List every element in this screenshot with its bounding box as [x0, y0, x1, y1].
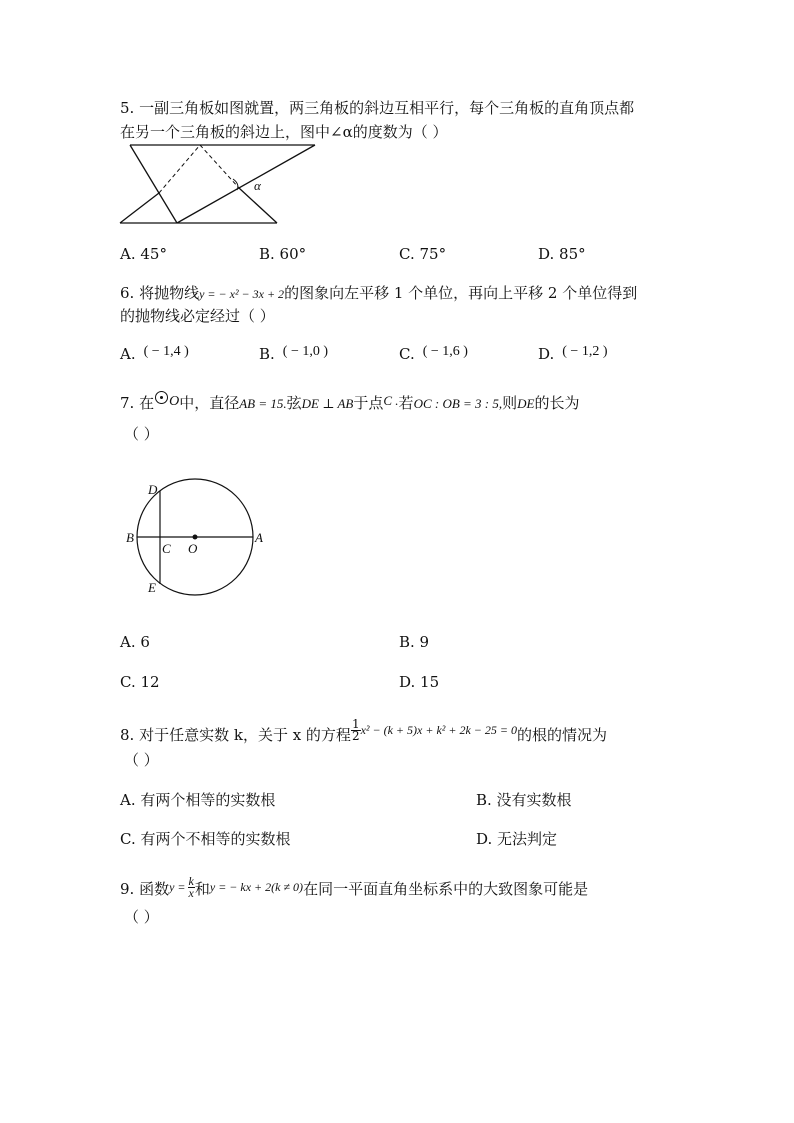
- lower-triangle-leg-right-visible: [239, 188, 277, 223]
- q6-option-d: D. ( − 1,2 ): [538, 344, 608, 363]
- q5-option-d: D. 85°: [538, 245, 586, 263]
- q8-option-d: D. 无法判定: [476, 830, 558, 848]
- q8-line2: （ ）: [124, 751, 159, 769]
- q8-line1: 8. 对于任意实数 k，关于 x 的方程 $\frac{1}{2}$ $^{x^2 - (k + 5)x + k^2 + 2k - 25 = 0}$的根的情况为: [120, 716, 607, 744]
- alpha-angle-arc: [233, 179, 238, 190]
- q7-option-d: D. 15: [399, 673, 440, 691]
- q6-pre: 6. 将抛物线: [120, 284, 200, 302]
- upper-triangle-leg-left: [130, 145, 177, 223]
- q7-line2: （ ）: [124, 425, 159, 443]
- q8-option-c: C. 有两个不相等的实数根: [120, 830, 291, 848]
- q8-option-a: A. 有两个相等的实数根: [120, 791, 276, 809]
- q6-post: 的图象向左平移 1 个单位，再向上平移 2 个单位得到: [284, 284, 638, 302]
- lower-triangle-leg-left-visible: [120, 193, 159, 223]
- q6-line1: [120, 283, 637, 304]
- label-a: A: [255, 530, 263, 545]
- q6-expr: y = − x² − 3x + 2: [199, 287, 285, 301]
- q7-circle-figure: [120, 478, 270, 600]
- circle-o-symbol: [155, 391, 168, 404]
- label-e: E: [148, 580, 156, 595]
- q7-option-b: B. 9: [399, 633, 430, 651]
- label-b: B: [126, 530, 134, 545]
- q9-fraction: $\frac{k}{x}$: [188, 873, 194, 900]
- label-d: D: [148, 482, 158, 497]
- q8-expr: x² − (k + 5)x + k² + 2k − 25 = 0: [360, 723, 517, 737]
- q6-line2: 的抛物线必定经过（ ）: [120, 307, 275, 325]
- center-point: [193, 535, 198, 540]
- q6-option-a: A. ( − 1,4 ): [120, 344, 189, 363]
- q8-option-b: B. 没有实数根: [476, 791, 572, 809]
- q5-triangles-figure: [115, 140, 325, 230]
- q8-fraction: $\frac{1}{2}$: [351, 716, 360, 743]
- q5-option-c: C. 75°: [399, 245, 447, 263]
- alpha-label: α: [254, 178, 261, 193]
- upper-triangle-leg-right: [177, 145, 315, 223]
- q7-line1: 7. 在 O中，直径AB = 15.弦DE ⊥ AB于点C .若OC : OB = 3 : 5,则DE的长为: [120, 393, 580, 412]
- q9-line1: 9. 函数$^{y =}$ $\frac{k}{x}$ 和$^{y = - kx + 2(k \ne 0)}$在同一平面直角坐标系中的大致图象可能是: [120, 873, 589, 900]
- q5-line2: 在另一个三角板的斜边上，图中∠α的度数为（ ）: [120, 123, 448, 141]
- lower-triangle-leg-left-hidden: [159, 145, 200, 193]
- q6-option-c: C. ( − 1,6 ): [399, 344, 468, 363]
- lower-triangle-leg-right-hidden: [200, 145, 239, 188]
- q9-line2: （ ）: [124, 908, 159, 926]
- q5-option-a: A. 45°: [120, 245, 167, 263]
- q5-option-b: B. 60°: [259, 245, 307, 263]
- q5-line1: 5. 一副三角板如图就置，两三角板的斜边互相平行，每个三角板的直角顶点都: [120, 99, 635, 117]
- label-c: C: [162, 541, 171, 556]
- q7-option-a: A. 6: [120, 633, 150, 651]
- q7-option-c: C. 12: [120, 673, 160, 691]
- q6-option-b: B. ( − 1,0 ): [259, 344, 329, 363]
- label-o: O: [188, 541, 198, 556]
